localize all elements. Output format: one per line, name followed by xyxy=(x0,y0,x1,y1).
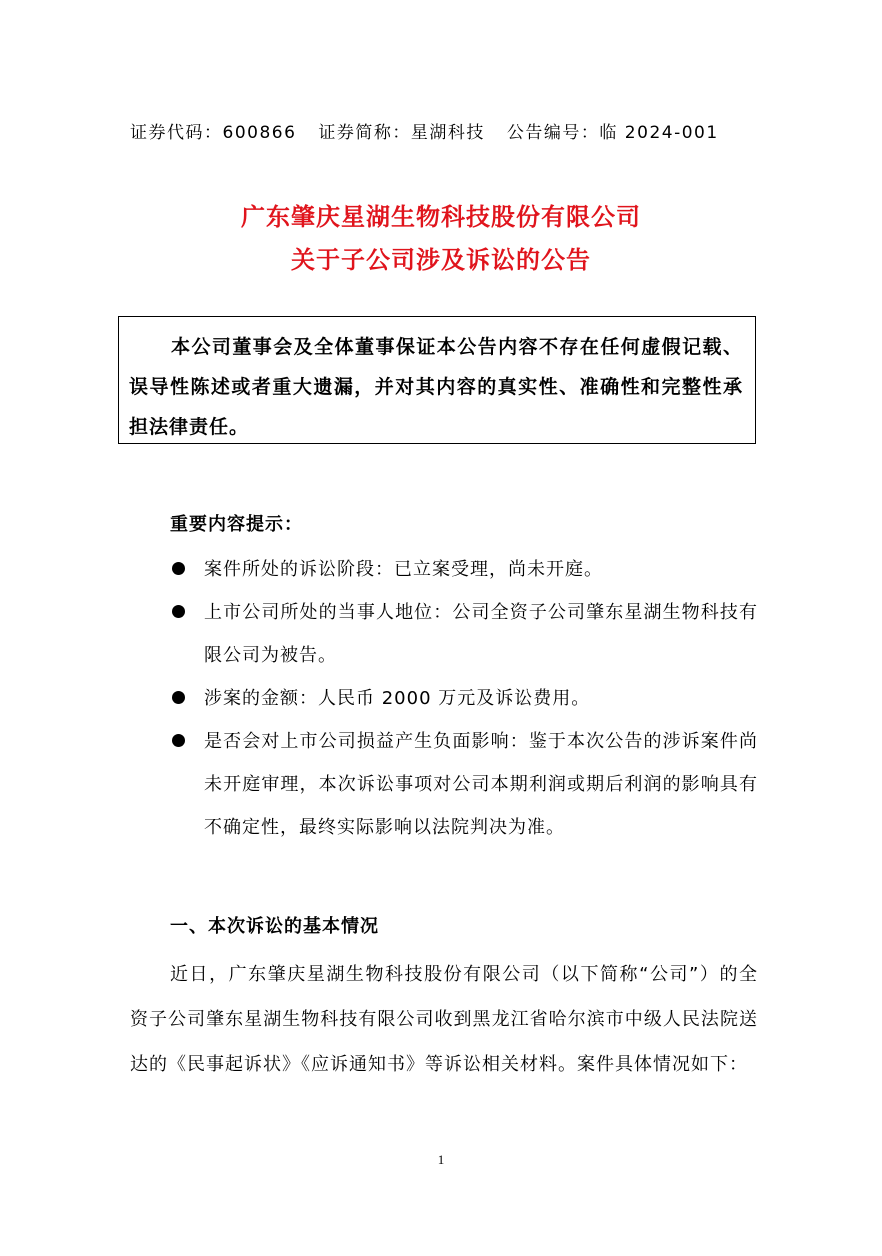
highlights-heading: 重要内容提示： xyxy=(170,514,303,535)
stock-code: 证券代码：600866 xyxy=(130,123,297,143)
company-title: 广东肇庆星湖生物科技股份有限公司 xyxy=(241,203,641,231)
bullet-icon xyxy=(172,691,185,704)
litigation-stage: 案件所处的诉讼阶段：已立案受理，尚未开庭。 xyxy=(204,559,603,580)
section-heading: 一、本次诉讼的基本情况 xyxy=(170,916,379,937)
board-guarantee-notice: 本公司董事会及全体董事保证本公告内容不存在任何虚假记载、误导性陈述或者重大遗漏，并对其内容的真实性、准确性和完整性承担法律责任。 xyxy=(118,316,756,444)
body-paragraph: 近日，广东肇庆星湖生物科技股份有限公司（以下简称“公司”）的全资子公司肇东星湖生物科技有限公司收到黑龙江省哈尔滨市中级人民法院送达的《民事起诉状》《应诉通知书》等诉讼相关材料。案件具体情况如下： xyxy=(130,964,758,1075)
page-number: 1 xyxy=(437,1152,445,1167)
highlights-list xyxy=(172,548,758,849)
amount-involved: 涉案的金额：人民币 2000 万元及诉讼费用。 xyxy=(204,688,591,709)
impact-statement: 是否会对上市公司损益产生负面影响：鉴于本次公告的涉诉案件尚未开庭审理，本次诉讼事项对公司本期利润或期后利润的影响具有不确定性，最终实际影响以法院判决为准。 xyxy=(204,731,758,838)
party-status: 上市公司所处的当事人地位：公司全资子公司肇东星湖生物科技有限公司为被告。 xyxy=(204,602,758,666)
bullet-icon xyxy=(172,605,185,618)
announcement-number: 公告编号：临 2024-001 xyxy=(506,123,719,143)
list-item xyxy=(172,591,758,677)
list-item xyxy=(172,677,758,720)
announcement-title: 关于子公司涉及诉讼的公告 xyxy=(291,246,591,274)
stock-abbreviation: 证券简称：星湖科技 xyxy=(318,123,485,143)
list-item xyxy=(172,548,758,591)
announcement-header xyxy=(130,118,719,143)
bullet-icon xyxy=(172,734,185,747)
list-item xyxy=(172,720,758,849)
bullet-icon xyxy=(172,562,185,575)
